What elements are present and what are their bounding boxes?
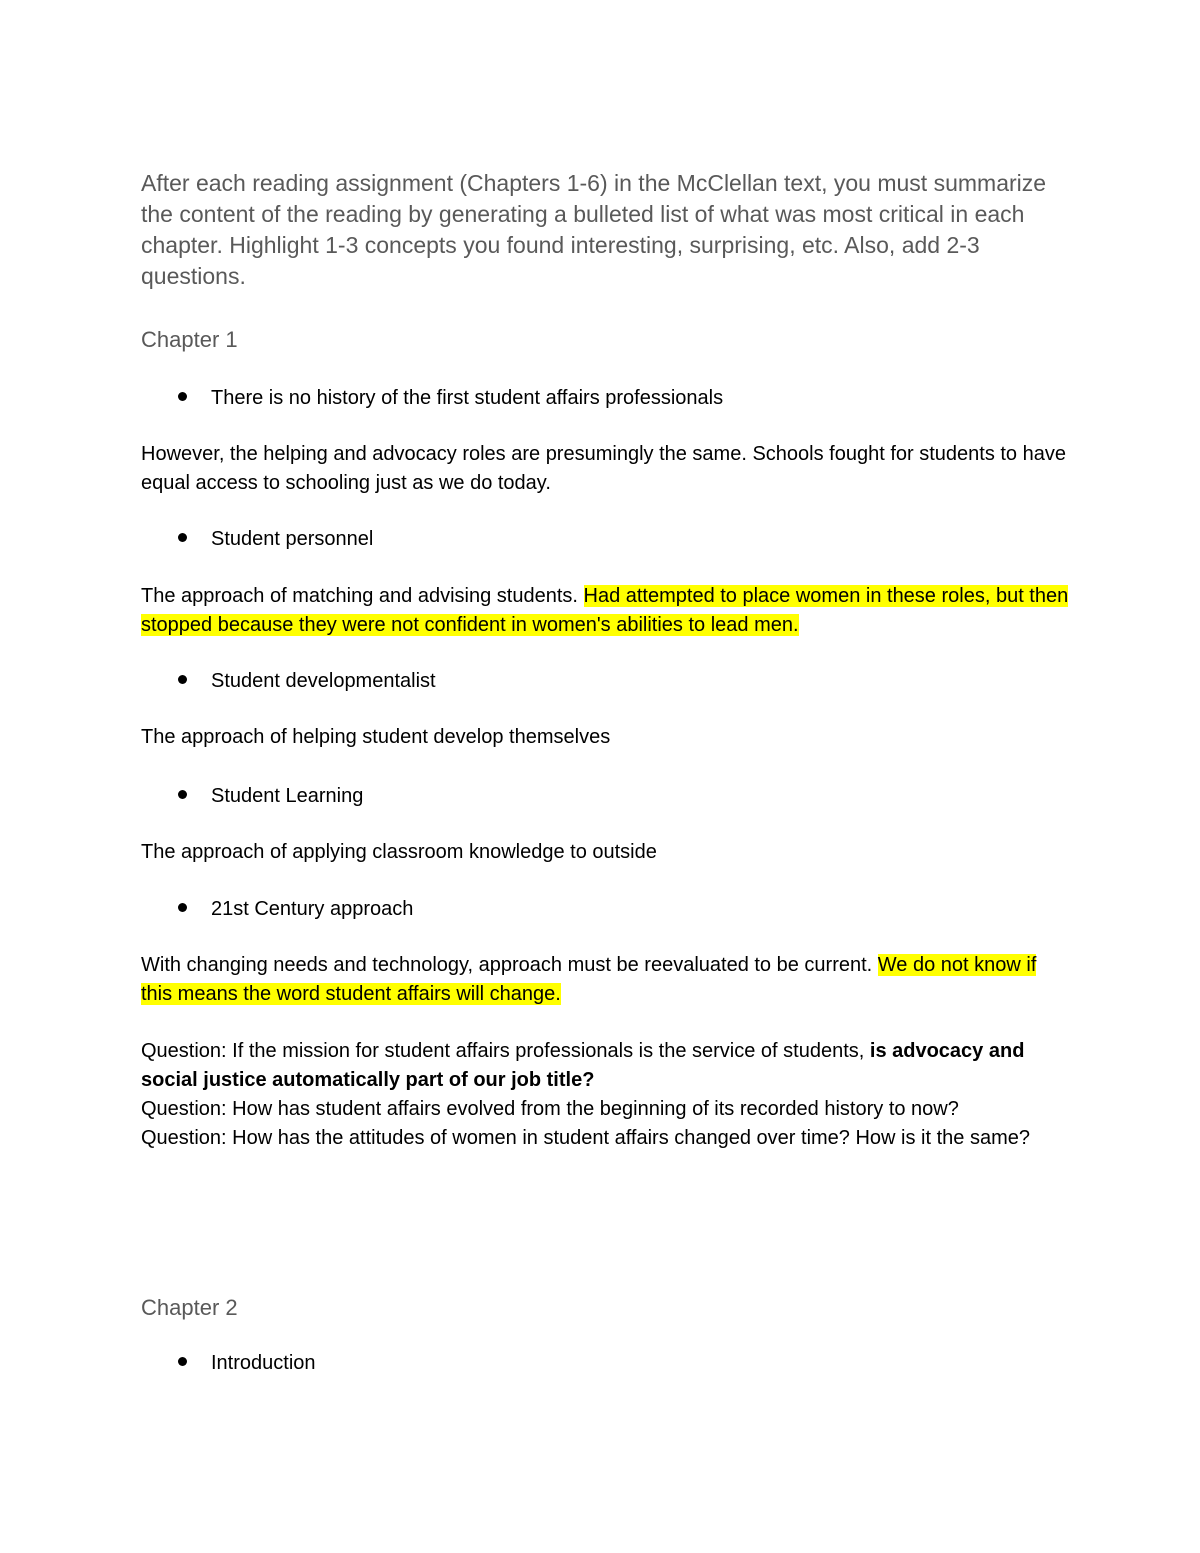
chapter-1-heading: Chapter 1	[141, 327, 238, 352]
assignment-instructions: After each reading assignment (Chapters 1-6) in the McClellan text, you must summarize the content of the reading by generating a bulleted list of what was most critical in each chapter. Highlight 1-3 concepts you found interesting, surprising, etc. Also, add 2-3 questions.	[141, 170, 1047, 289]
list-item-text: Student developmentalist	[211, 670, 436, 692]
paragraph: However, the helping and advocacy roles are presumingly the same. Schools fought for students to have equal access to schooling just as we do today.	[141, 443, 1066, 494]
paragraph-text: The approach of matching and advising students.	[141, 585, 584, 607]
bullet-icon	[178, 533, 187, 542]
bullet-icon	[178, 675, 187, 684]
list-item-text: Student personnel	[211, 528, 374, 550]
list-item	[176, 895, 1066, 923]
question-1	[141, 1037, 1071, 1095]
paragraph: The approach of helping student develop themselves	[141, 726, 611, 748]
question-text: Question: If the mission for student affairs professionals is the service of students,	[141, 1040, 870, 1062]
paragraph	[141, 582, 1071, 640]
list-item-text: 21st Century approach	[211, 898, 414, 920]
bullet-icon	[178, 903, 187, 912]
list-item	[176, 782, 1066, 810]
list-item	[176, 1349, 1066, 1377]
bullet-icon	[178, 1357, 187, 1366]
list-item	[176, 525, 1066, 553]
list-item-text: There is no history of the first student affairs professionals	[211, 387, 724, 409]
list-item	[176, 667, 1066, 695]
paragraph-text: With changing needs and technology, approach must be reevaluated to be current.	[141, 954, 878, 976]
list-item-text: Student Learning	[211, 785, 364, 807]
paragraph: The approach of applying classroom knowledge to outside	[141, 841, 657, 863]
bold-question-text: is advocacy and social justice automatically part of our job title?	[141, 1040, 1025, 1091]
highlighted-text: Had attempted to place women in these roles, but then stopped because they were not confident in women's abilities to lead men.	[141, 585, 1069, 636]
chapter-2-heading: Chapter 2	[141, 1295, 238, 1320]
list-item-text: Introduction	[211, 1352, 316, 1374]
bullet-icon	[178, 392, 187, 401]
question-3: Question: How has the attitudes of women in student affairs changed over time? How is it the same?	[141, 1127, 1030, 1149]
questions-section	[141, 1037, 1071, 1153]
paragraph	[141, 951, 1071, 1009]
question-2: Question: How has student affairs evolved from the beginning of its recorded history to now?	[141, 1098, 959, 1120]
list-item	[176, 384, 1066, 412]
highlighted-text: We do not know if this means the word student affairs will change.	[141, 954, 1037, 1005]
bullet-icon	[178, 790, 187, 799]
